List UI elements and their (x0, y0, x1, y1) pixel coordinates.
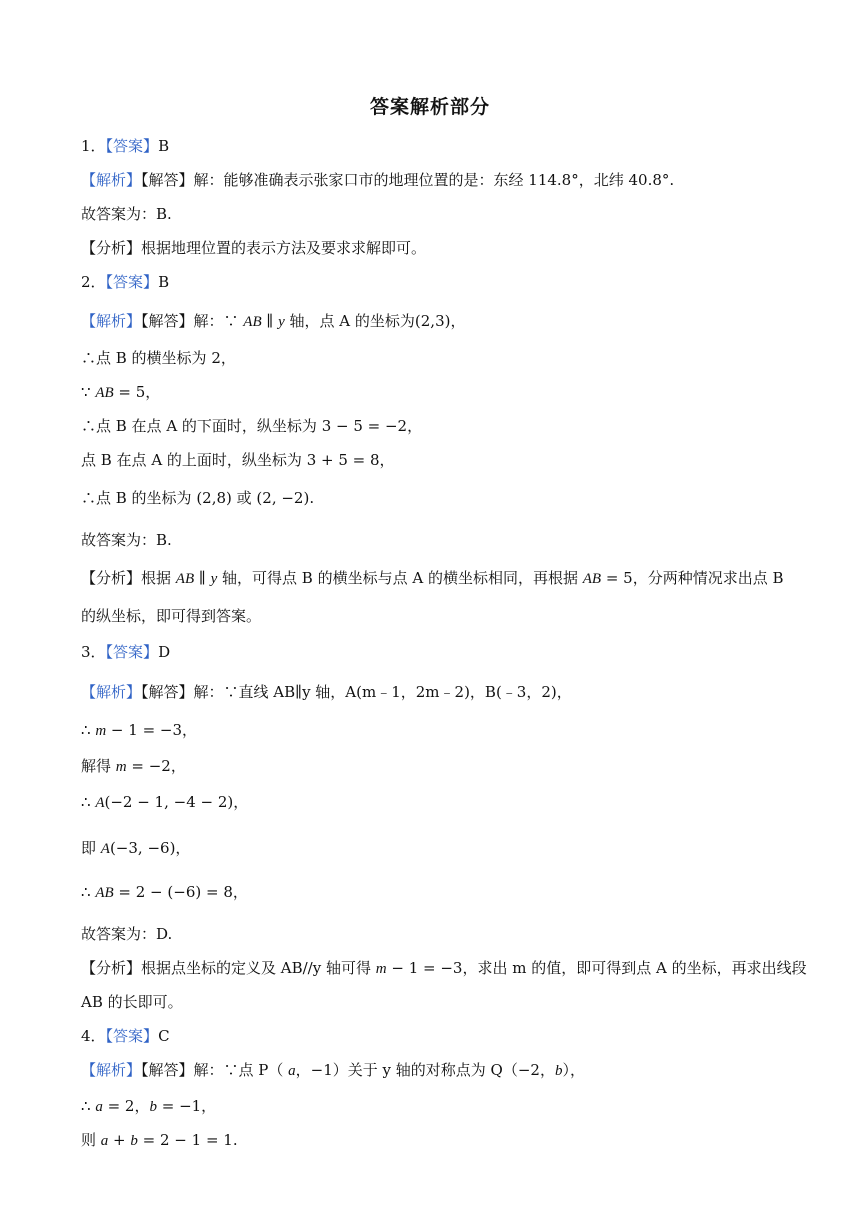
text-span: = 2， (102, 1097, 150, 1115)
text-span: ∥ (261, 312, 279, 330)
math-symbol: b (149, 1099, 157, 1115)
math-symbol: a (95, 1099, 103, 1115)
text-span: 轴，可得点 B 的横坐标与点 A 的横坐标相同，再根据 (217, 569, 583, 587)
text-span: ∴ (81, 721, 96, 739)
text-span: ∴ (81, 883, 96, 901)
text-span: ∵ (81, 383, 96, 401)
text-span: 【解答】解：∵点 P（ (141, 1061, 289, 1079)
text-line (81, 416, 422, 436)
text-span: ∴点 B 的横坐标为 2， (81, 349, 236, 367)
text-span: 【解答】解：能够准确表示张家口市的地理位置的是：东经 114.8°，北纬 40.8°. (141, 171, 675, 189)
text-span: 故答案为：B. (81, 531, 172, 549)
text-line (81, 348, 236, 368)
text-line (81, 1060, 585, 1081)
text-span: = −1， (156, 1097, 217, 1115)
text-line (81, 992, 183, 1012)
text-span: AB 的长即可。 (81, 993, 183, 1011)
text-line (81, 882, 248, 903)
text-line (81, 170, 674, 190)
text-span: 点 B 在点 A 的上面时，纵坐标为 3 + 5 = 8， (81, 451, 395, 469)
section-tag: 【答案】 (105, 1027, 159, 1045)
math-symbol: AB (582, 571, 602, 587)
text-span: 3． (81, 643, 106, 661)
text-span: C (158, 1027, 170, 1045)
text-line (81, 756, 186, 777)
text-line (81, 642, 170, 662)
page-title: 答案解析部分 (369, 96, 490, 118)
section-tag: 【解析】 (81, 312, 142, 330)
section-tag: 【答案】 (105, 643, 159, 661)
text-span: 故答案为：D. (81, 925, 173, 943)
text-span: 解得 (81, 757, 116, 775)
math-symbol: y (210, 571, 218, 587)
math-symbol: A (100, 841, 110, 857)
text-span: ∴ (81, 793, 96, 811)
math-symbol: AB (175, 571, 195, 587)
math-symbol: m (95, 723, 107, 739)
text-span: − 1 = −3，求出 m 的值，即可得到点 A 的坐标，再求出线段 (386, 959, 807, 977)
text-line (81, 204, 172, 224)
text-span: − 1 = −3， (106, 721, 198, 739)
text-span: (−3, −6)， (109, 839, 191, 857)
section-tag: 【解析】 (81, 171, 142, 189)
text-line (81, 382, 160, 403)
text-span: ，−1）关于 y 轴的对称点为 Q（−2， (295, 1061, 555, 1079)
text-span: 即 (81, 839, 101, 857)
text-span: B (158, 273, 170, 291)
text-span: = 5， (113, 383, 161, 401)
text-line (81, 924, 172, 944)
text-span: ∴ (81, 1097, 96, 1115)
text-span: = 2 − 1 = 1. (137, 1131, 238, 1149)
text-span: D (158, 643, 171, 661)
text-line (81, 958, 807, 979)
text-span: 【分析】根据地理位置的表示方法及要求求解即可。 (81, 239, 427, 257)
text-span: 1． (81, 137, 106, 155)
section-tag: 【答案】 (105, 137, 159, 155)
text-span: (−2 − 1, −4 − 2)， (104, 793, 249, 811)
text-line (81, 1026, 170, 1046)
text-span: ∴点 B 在点 A 的下面时，纵坐标为 3 − 5 = −2， (81, 417, 423, 435)
text-line (81, 720, 197, 741)
math-symbol: m (115, 759, 127, 775)
math-symbol: AB (95, 385, 114, 401)
text-line (81, 311, 465, 332)
text-span: 【解答】解：∵直线 AB∥y 轴，A(m﹣1，2m﹣2)，B(﹣3，2)， (141, 683, 572, 701)
math-symbol: b (554, 1063, 563, 1079)
text-span: ∥ (194, 569, 211, 587)
math-symbol: y (278, 314, 285, 330)
text-line (81, 682, 572, 702)
math-symbol: AB (95, 885, 114, 901)
math-symbol: m (375, 961, 387, 977)
text-span: 的纵坐标，即可得到答案。 (81, 607, 262, 625)
text-line (81, 136, 169, 156)
text-line (81, 272, 169, 292)
text-line (81, 568, 784, 589)
text-span: = 2 − (−6) = 8， (113, 883, 248, 901)
text-line (81, 1096, 216, 1117)
text-span: B (158, 137, 170, 155)
text-line (81, 238, 426, 258)
math-symbol: a (288, 1063, 296, 1079)
text-span: 故答案为：B. (81, 205, 172, 223)
text-span: 【解答】解：∵ (141, 312, 244, 330)
math-symbol: a (100, 1133, 109, 1149)
text-span: + (108, 1131, 131, 1149)
text-line (81, 450, 395, 470)
math-symbol: A (95, 795, 105, 811)
text-line (81, 488, 314, 508)
text-line (81, 792, 248, 813)
math-symbol: b (130, 1133, 138, 1149)
text-line (81, 1130, 238, 1151)
text-span: = −2， (126, 757, 186, 775)
text-span: 【分析】根据点坐标的定义及 AB//y 轴可得 (81, 959, 376, 977)
text-line (81, 838, 190, 859)
text-line (81, 606, 261, 626)
text-span: 4． (81, 1027, 106, 1045)
section-tag: 【解析】 (81, 683, 142, 701)
text-span: 【分析】根据 (81, 569, 176, 587)
text-span: = 5，分两种情况求出点 B (601, 569, 784, 587)
text-span: ∴点 B 的坐标为 (2,8) 或 (2, −2). (81, 489, 315, 507)
section-tag: 【解析】 (81, 1061, 142, 1079)
text-span: 轴，点 A 的坐标为(2,3)， (284, 312, 466, 330)
text-span: 2． (81, 273, 106, 291)
text-line (81, 530, 172, 550)
section-tag: 【答案】 (105, 273, 159, 291)
math-symbol: AB (243, 314, 262, 330)
text-span: 则 (81, 1131, 101, 1149)
text-span: ）， (562, 1061, 585, 1079)
